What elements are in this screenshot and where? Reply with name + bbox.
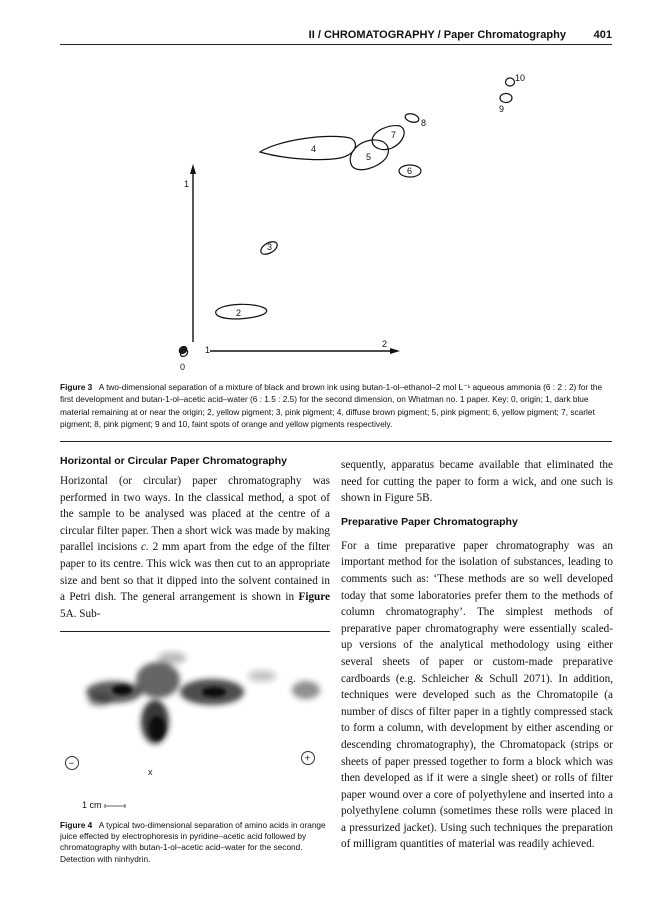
scale-label: 1 cm xyxy=(82,800,102,810)
spot-1-label: 1 xyxy=(205,345,211,355)
page-number: 401 xyxy=(593,29,612,41)
paragraph-preparative: For a time preparative paper chromatography was an important method for the isolation of substances, leading to comments such as: ‘These methods are so well developed today that some laboratories prefer them to the methods of column chromatography’. The simplest methods of preparative paper chromatography were essentially scaled-up versions of the analytical methodology using either several sheets of paper or custom-made preparative cardboards (e.g. Schleicher & Schull 2071). In addition, techniques were developed such as the Chromatopile (a number of discs of filter paper in a tightly compressed stack to form a column, with development by either ascending or descending chromatography), the Chromatopack (strips or sheets of paper pressed together to form a block which was then developed as if it were a single sheet) or rolls of filter paper wound over a core of polyethylene and inserted into a polyethylene column (sometimes these rolls were placed in a pressurized jacket). Using such techniques the preparation of milligram quantities of material was readily achieved. xyxy=(341,539,613,851)
spot-8 xyxy=(404,112,420,123)
axis-2-label: 2 xyxy=(382,339,388,349)
amino-spot-left-small xyxy=(88,694,112,706)
right-column xyxy=(341,455,613,853)
figure-4-scale xyxy=(82,800,126,810)
spot-6-label: 6 xyxy=(407,166,413,176)
minus-label: − xyxy=(68,758,75,770)
amino-spot-far-right xyxy=(292,681,320,699)
scale-bar xyxy=(104,803,126,809)
figure-4-photo xyxy=(62,640,330,790)
section-heading-horizontal: Horizontal or Circular Paper Chromatography xyxy=(60,455,287,467)
figure-3-label: Figure 3 xyxy=(60,382,93,392)
spot-4-label: 4 xyxy=(311,144,317,154)
horizontal-italic: c. xyxy=(141,541,149,554)
running-head-title: II / CHROMATOGRAPHY / Paper Chromatography xyxy=(308,29,566,41)
spot-10-label: 10 xyxy=(515,73,526,83)
origin-label: 0 xyxy=(180,362,186,372)
paragraph-continued: sequently, apparatus became available that eliminated the need for cutting the paper to form a wick, and one such is shown in Figure 5B. xyxy=(341,459,613,505)
amino-spot-faint-top xyxy=(158,652,186,664)
spot-2 xyxy=(216,304,267,319)
plus-label: + xyxy=(304,753,311,765)
spot-9-label: 9 xyxy=(499,104,505,114)
figure-4-top-rule xyxy=(60,631,330,632)
spot-2-label: 2 xyxy=(236,308,242,318)
figure-3-caption-text: A two-dimensional separation of a mixture of black and brown ink using butan-1-ol–ethanol–2 mol L⁻¹ aqueous ammonia (6 : 2 : 2) for the first development and butan-1-ol–acetic acid–water (6 : 1.5 : 2.5) for the second dimension, on Whatman no. 1 paper. Key: 0, origin; 1, dark blue material remaining at or near the origin; 2, yellow pigment; 3, pink pigment; 4, diffuse brown pigment; 5, pink pigment; 6, yellow pigment; 7, scarlet pigment; 8, pink pigment; 9 and 10, faint spots of orange and yellow pigments respectively. xyxy=(60,382,603,430)
amino-spot-center-top xyxy=(136,662,180,698)
axis-2-arrow xyxy=(390,348,400,354)
figure-5-reference: Figure xyxy=(298,591,330,604)
axis-1-label: 1 xyxy=(184,179,190,189)
spot-9 xyxy=(500,94,512,103)
amino-spot-faint-right xyxy=(248,670,276,682)
figure-4-caption xyxy=(60,820,332,865)
caption-divider xyxy=(60,441,612,442)
section-heading-preparative: Preparative Paper Chromatography xyxy=(341,515,518,528)
spot-7-label: 7 xyxy=(391,130,397,140)
figure-3-caption xyxy=(60,381,616,431)
axis-1-arrow xyxy=(190,164,196,174)
origin-mark: x xyxy=(148,767,153,777)
spot-7 xyxy=(372,126,404,150)
figure-3-chromatogram xyxy=(160,60,540,380)
horizontal-text-end: 5A. Sub- xyxy=(60,607,101,620)
spot-4 xyxy=(260,136,355,159)
figure-4-caption-text: A typical two-dimensional separation of amino acids in orange juice effected by electrophoresis in pyridine–acetic acid followed by chromatography with butan-1-ol–acetic acid–water for the second. Detection with ninhydrin. xyxy=(60,820,326,864)
spot-10 xyxy=(506,78,515,86)
paragraph-horizontal xyxy=(60,473,330,622)
horizontal-text-mid: 2 mm apart from the edge of the filter paper to its centre. This wick was then cut to an appropriate size and bent so that it dipped into the solvent contained in a Petri dish. The general arrangement is shown in xyxy=(60,541,330,604)
left-column xyxy=(60,455,330,622)
spot-5-label: 5 xyxy=(366,152,372,162)
spot-8-label: 8 xyxy=(421,118,427,128)
figure-4-label: Figure 4 xyxy=(60,820,93,830)
spot-3-label: 3 xyxy=(267,242,273,252)
running-head xyxy=(60,29,612,45)
horizontal-text-start: Horizontal (or circular) paper chromatography was performed in two ways. In the classical method, a spot of the sample to be analysed was placed at the centre of a circular filter paper. Then a short wick was made by making parallel incisions xyxy=(60,475,330,554)
